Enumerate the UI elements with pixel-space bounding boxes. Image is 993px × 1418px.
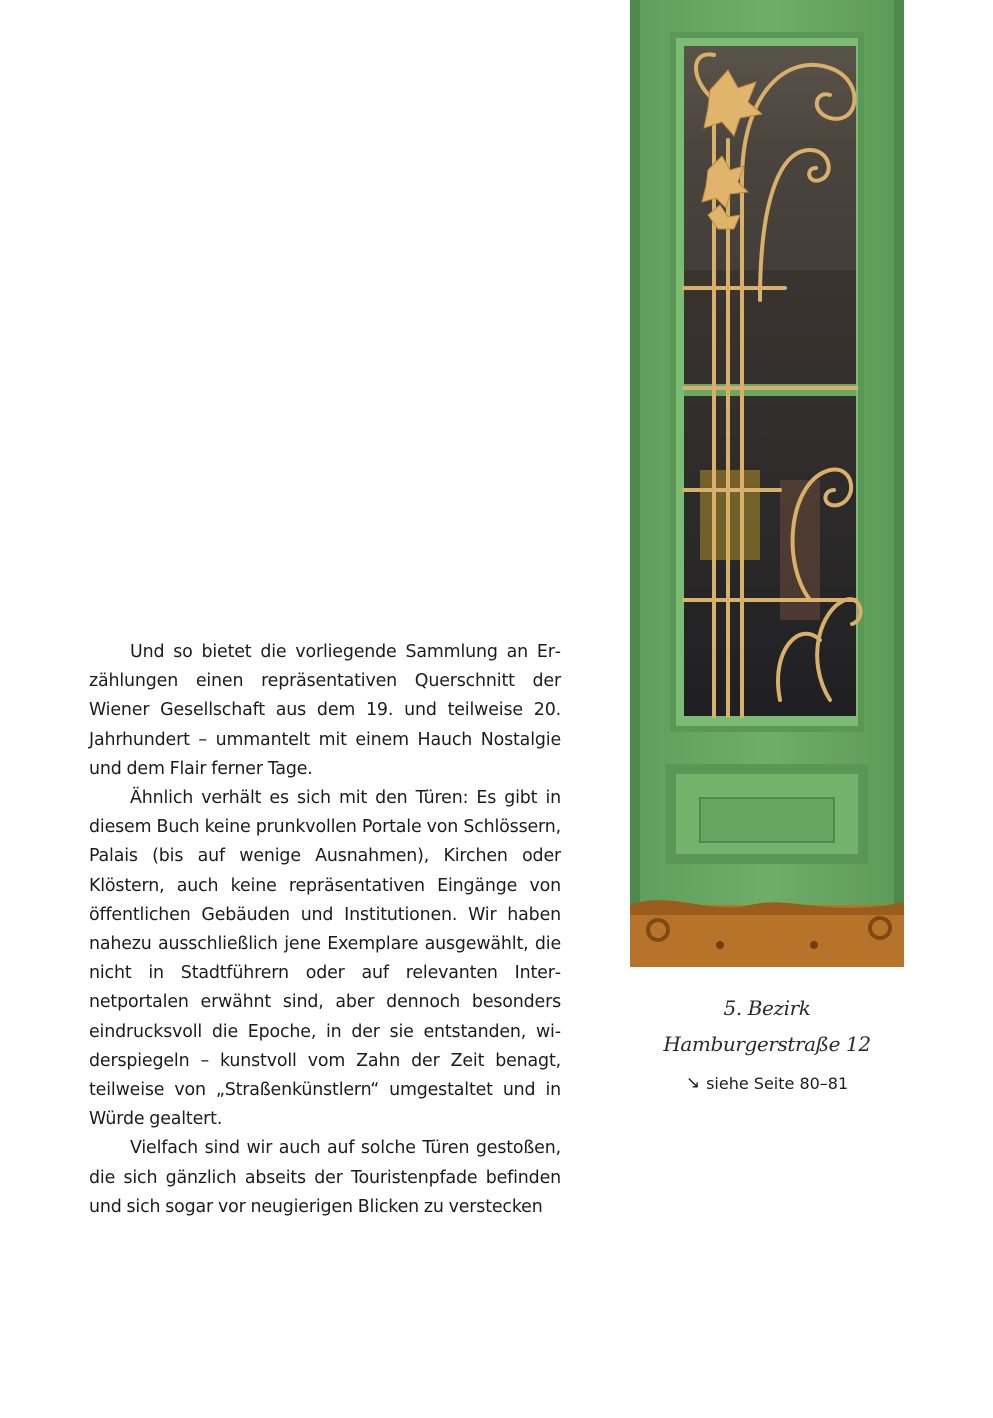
door-photo — [630, 0, 904, 967]
arrow-down-right-icon: ↘ — [685, 1073, 701, 1093]
caption-address: Hamburgerstraße 12 — [663, 1032, 871, 1056]
page-reference-label: siehe Seite 80–81 — [706, 1074, 849, 1093]
paragraph: Vielfach sind wir auch auf solche Türen gestoßen, die sich gänzlich abseits der Touristenpfade befinden und sich sogar vor neugierigen Blicken zu verstecken — [89, 1138, 561, 1217]
page-reference[interactable] — [686, 1074, 848, 1093]
caption-district: 5. Bezirk — [723, 996, 811, 1020]
paragraph: Und so bietet die vorliegende Sammlung an Erzählungen einen repräsentativen Querschnitt der Wiener Gesellschaft aus dem 19. und teilweise 20. Jahrhundert – ummantelt mit einem Hauch Nostalgie und dem Flair ferner Tage. — [89, 642, 561, 779]
paragraph: Ähnlich verhält es sich mit den Türen: Es gibt in diesem Buch keine prunkvollen Portale von Schlössern, Palais (bis auf wenige Ausnahmen), Kirchen oder Klöstern, auch keine repräsentativen Eingänge von öffentlichen Gebäuden und Institutionen. Wir haben nahezu ausschließlich jene Exemplare ausgewählt, die nicht in Stadtführern oder auf relevanten Internetportalen erwähnt sind, aber dennoch besonders eindrucksvoll die Epoche, in der sie entstanden, widerspiegeln – kunstvoll vom Zahn der Zeit benagt, teilweise von „Straßenkünstlern“ umgestaltet und in Würde gealtert. — [89, 788, 561, 1130]
body-text — [89, 638, 561, 1222]
photo-caption — [630, 990, 904, 1093]
